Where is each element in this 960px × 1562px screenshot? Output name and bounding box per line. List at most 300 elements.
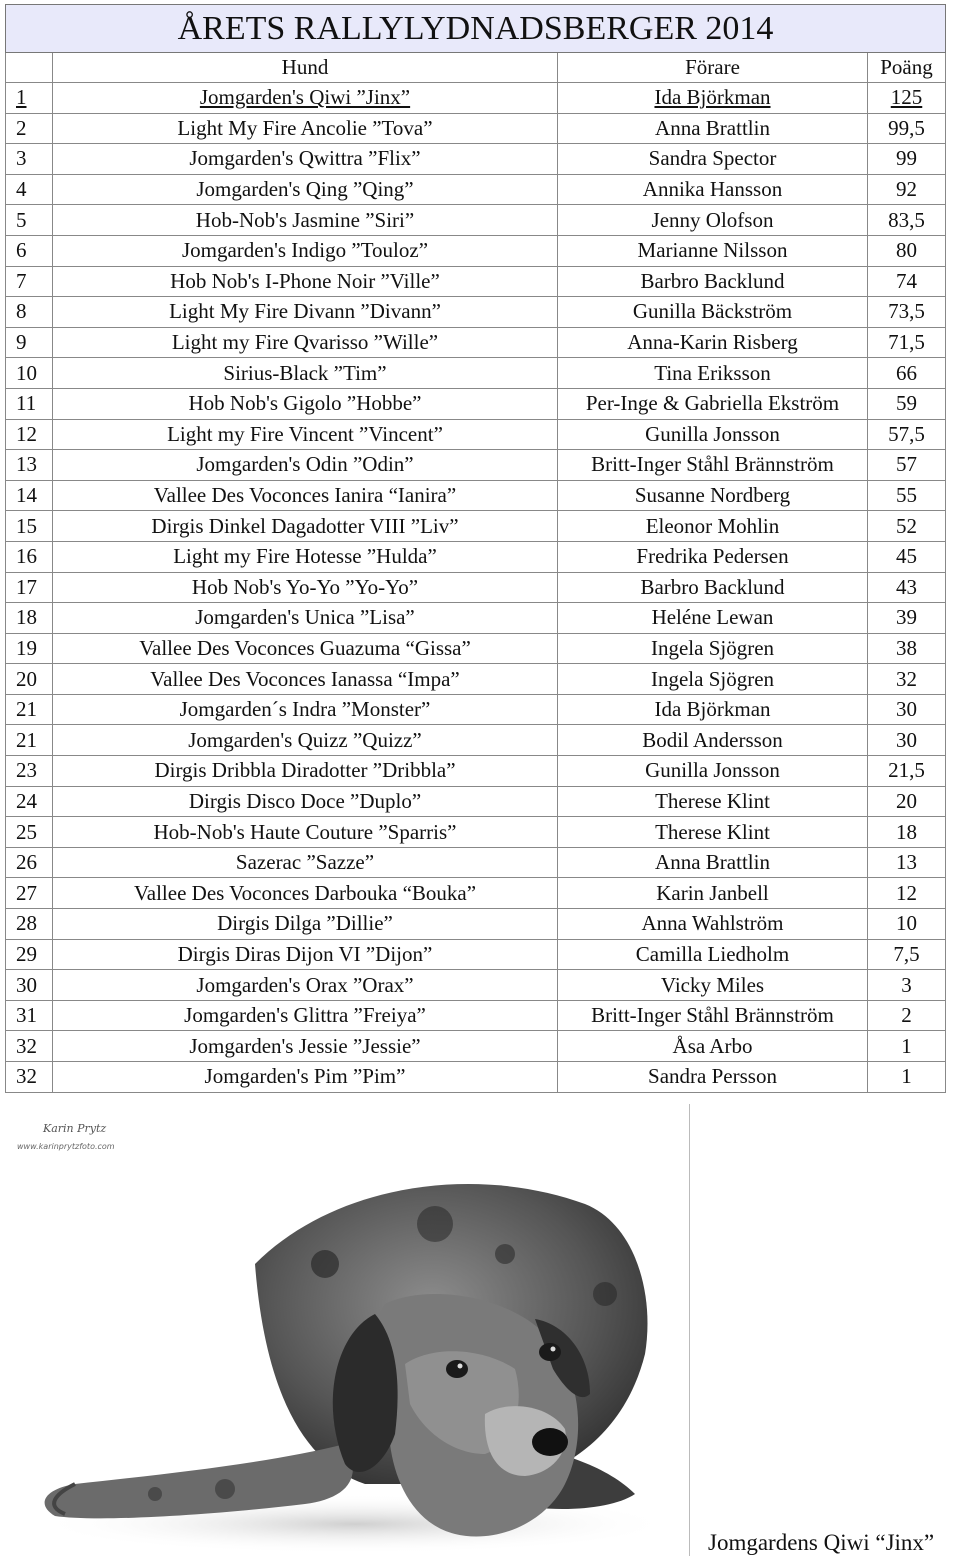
points-cell	[868, 144, 946, 175]
rank-cell	[6, 633, 53, 664]
dog-cell	[53, 725, 558, 756]
rank-cell-text: 19	[16, 635, 37, 660]
points-cell	[868, 541, 946, 572]
table-row	[6, 113, 946, 144]
points-cell-text: 57	[896, 452, 917, 477]
handler-cell-text: Barbro Backlund	[640, 268, 785, 293]
table-row	[6, 909, 946, 940]
rank-cell	[6, 664, 53, 695]
rank-cell	[6, 939, 53, 970]
dog-eye-left	[446, 1360, 468, 1378]
points-cell	[868, 511, 946, 542]
handler-cell	[558, 419, 868, 450]
rank-cell	[6, 358, 53, 389]
dog-cell	[53, 847, 558, 878]
handler-cell	[558, 725, 868, 756]
handler-cell	[558, 388, 868, 419]
table-row	[6, 603, 946, 634]
rank-cell-text: 27	[16, 880, 37, 905]
handler-cell	[558, 603, 868, 634]
points-cell	[868, 939, 946, 970]
points-cell	[868, 756, 946, 787]
points-cell	[868, 480, 946, 511]
table-row	[6, 1000, 946, 1031]
dog-cell-text: Hob-Nob's Jasmine ”Siri”	[195, 207, 415, 232]
dog-cell	[53, 664, 558, 695]
table-row	[6, 174, 946, 205]
table-row	[6, 1031, 946, 1062]
dog-cell-text: Dirgis Disco Doce ”Duplo”	[188, 788, 422, 813]
handler-cell-text: Gunilla Jonsson	[645, 421, 780, 446]
rank-cell-text: 6	[16, 238, 27, 263]
table-row	[6, 419, 946, 450]
handler-cell-text: Anna Brattlin	[655, 850, 770, 875]
handler-cell-text: Bodil Andersson	[642, 727, 783, 752]
dog-cell-text: Dirgis Diras Dijon VI ”Dijon”	[177, 941, 433, 966]
rank-cell	[6, 327, 53, 358]
points-cell-text: 13	[896, 850, 917, 875]
dog-cell-text: Light my Fire Hotesse ”Hulda”	[173, 544, 437, 569]
points-cell-text: 71,5	[888, 330, 925, 355]
dog-cell	[53, 297, 558, 328]
dog-cell	[53, 909, 558, 940]
handler-cell-text: Anna Brattlin	[655, 115, 770, 140]
table-row	[6, 266, 946, 297]
dog-cell-text: Jomgarden's Glittra ”Freiya”	[184, 1003, 426, 1028]
dog-cell-text: Light my Fire Qvarisso ”Wille”	[171, 330, 439, 355]
dog-cell	[53, 970, 558, 1001]
rank-cell	[6, 450, 53, 481]
dog-cell	[53, 480, 558, 511]
rank-cell-text: 9	[16, 330, 27, 355]
handler-cell-text: Ingela Sjögren	[650, 666, 775, 691]
dog-cell	[53, 878, 558, 909]
rank-cell-text: 7	[16, 268, 27, 293]
handler-cell	[558, 756, 868, 787]
rank-cell-text: 3	[16, 146, 27, 171]
rank-cell-text: 10	[16, 360, 37, 385]
handler-cell	[558, 786, 868, 817]
header-forare: Förare	[558, 53, 868, 83]
handler-cell-text: Jenny Olofson	[651, 207, 774, 232]
dog-cell	[53, 1062, 558, 1093]
rank-cell-text: 24	[16, 788, 37, 813]
rank-cell	[6, 909, 53, 940]
handler-cell-text: Gunilla Bäckström	[632, 299, 793, 324]
handler-cell	[558, 450, 868, 481]
handler-cell	[558, 113, 868, 144]
dog-cell-text: Jomgarden's Odin ”Odin”	[196, 452, 414, 477]
points-cell-text: 7,5	[893, 941, 920, 966]
points-cell-text: 1	[901, 1064, 912, 1089]
handler-cell-text: Susanne Nordberg	[634, 483, 791, 508]
handler-cell-text: Marianne Nilsson	[637, 238, 788, 263]
dog-cell-text: Jomgarden's Orax ”Orax”	[196, 972, 414, 997]
handler-cell-text: Karin Janbell	[656, 880, 769, 905]
dog-cell	[53, 144, 558, 175]
dog-cell	[53, 694, 558, 725]
points-cell	[868, 113, 946, 144]
dog-cell-text: Vallee Des Voconces Ianassa “Impa”	[150, 666, 460, 691]
handler-cell	[558, 1031, 868, 1062]
points-cell-text: 57,5	[888, 421, 925, 446]
rank-cell-text: 18	[16, 605, 37, 630]
table-row	[6, 939, 946, 970]
rank-cell-text: 5	[16, 207, 27, 232]
handler-cell	[558, 909, 868, 940]
points-cell-text: 39	[896, 605, 917, 630]
points-cell	[868, 419, 946, 450]
points-cell-text: 99,5	[888, 115, 925, 140]
rank-cell	[6, 174, 53, 205]
dog-cell-text: Dirgis Dribbla Diradotter ”Dribbla”	[154, 758, 456, 783]
table-row	[6, 205, 946, 236]
dog-cell-text: Dirgis Dinkel Dagadotter VIII ”Liv”	[151, 513, 459, 538]
handler-cell	[558, 511, 868, 542]
dog-cell-text: Vallee Des Voconces Darbouka “Bouka”	[133, 880, 477, 905]
points-cell	[868, 817, 946, 848]
points-cell	[868, 205, 946, 236]
watermark-name: Karin Prytz	[43, 1122, 107, 1135]
handler-cell	[558, 572, 868, 603]
rank-cell-text: 21	[16, 697, 37, 722]
points-cell	[868, 358, 946, 389]
points-cell	[868, 664, 946, 695]
handler-cell	[558, 694, 868, 725]
handler-cell	[558, 541, 868, 572]
points-cell	[868, 235, 946, 266]
rank-cell	[6, 144, 53, 175]
rank-cell-text: 25	[16, 819, 37, 844]
table-row	[6, 725, 946, 756]
handler-cell-text: Tina Eriksson	[654, 360, 771, 385]
dog-cell-text: Jomgarden's Indigo ”Touloz”	[181, 238, 429, 263]
points-cell-text: 30	[896, 697, 917, 722]
rank-cell	[6, 817, 53, 848]
table-row	[6, 756, 946, 787]
points-cell	[868, 725, 946, 756]
dog-cell	[53, 603, 558, 634]
table-row	[6, 694, 946, 725]
dog-cell-text: Jomgarden´s Indra ”Monster”	[179, 697, 431, 722]
points-cell	[868, 83, 946, 114]
points-cell	[868, 266, 946, 297]
dog-eye-right	[539, 1343, 561, 1361]
table-row	[6, 970, 946, 1001]
table-row	[6, 541, 946, 572]
dog-cell	[53, 327, 558, 358]
handler-cell-text: Sandra Persson	[648, 1064, 777, 1089]
points-cell	[868, 694, 946, 725]
rank-cell	[6, 725, 53, 756]
dog-cell-text: Hob-Nob's Haute Couture ”Sparris”	[153, 819, 457, 844]
rank-cell-text: 13	[16, 452, 37, 477]
handler-cell-text: Therese Klint	[655, 788, 770, 813]
handler-cell-text: Britt-Inger Ståhl Brännström	[591, 452, 834, 477]
dog-cell-text: Jomgarden's Quizz ”Quizz”	[188, 727, 422, 752]
table-row	[6, 847, 946, 878]
handler-cell	[558, 1062, 868, 1093]
handler-cell-text: Fredrika Pedersen	[636, 544, 789, 569]
points-cell	[868, 786, 946, 817]
dog-cell-text: Vallee Des Voconces Guazuma “Gissa”	[139, 635, 471, 660]
rank-cell	[6, 1000, 53, 1031]
handler-cell	[558, 633, 868, 664]
handler-cell-text: Britt-Inger Ståhl Brännström	[591, 1003, 834, 1028]
table-row	[6, 1062, 946, 1093]
dog-cell	[53, 358, 558, 389]
dog-cell	[53, 450, 558, 481]
points-cell-text: 21,5	[888, 758, 925, 783]
handler-cell-text: Ingela Sjögren	[650, 635, 775, 660]
table-row	[6, 450, 946, 481]
rank-cell	[6, 419, 53, 450]
dog-cell	[53, 174, 558, 205]
header-poang: Poäng	[868, 53, 946, 83]
dog-nose	[532, 1428, 568, 1456]
table-row	[6, 297, 946, 328]
rank-cell	[6, 572, 53, 603]
handler-cell-text: Therese Klint	[655, 819, 770, 844]
photo-area	[5, 1104, 690, 1556]
points-cell	[868, 388, 946, 419]
points-cell-text: 10	[896, 911, 917, 936]
table-row	[6, 235, 946, 266]
rank-cell	[6, 235, 53, 266]
handler-cell	[558, 205, 868, 236]
points-cell-text: 20	[896, 788, 917, 813]
rank-cell-text: 14	[16, 483, 37, 508]
dog-cell	[53, 756, 558, 787]
rank-cell-text: 32	[16, 1033, 37, 1058]
dog-cell-text: Jomgarden's Qwittra ”Flix”	[189, 146, 421, 171]
rank-cell-text: 16	[16, 544, 37, 569]
points-cell-text: 73,5	[888, 299, 925, 324]
dog-cell	[53, 1031, 558, 1062]
dog-cell-text: Light My Fire Ancolie ”Tova”	[177, 115, 433, 140]
page-title: ÅRETS RALLYLYDNADSBERGER 2014	[6, 5, 946, 53]
dog-cell-text: Sazerac ”Sazze”	[235, 850, 375, 875]
rank-cell-text: 2	[16, 115, 27, 140]
dog-cell-text: Jomgarden's Qing ”Qing”	[196, 177, 414, 202]
dog-cell	[53, 786, 558, 817]
points-cell-text: 32	[896, 666, 917, 691]
dog-cell	[53, 1000, 558, 1031]
points-cell-text: 3	[901, 972, 912, 997]
handler-cell-text: Vicky Miles	[660, 972, 765, 997]
dog-cell	[53, 633, 558, 664]
dog-cell-text: Light My Fire Divann ”Divann”	[169, 299, 441, 324]
rank-cell-text: 1	[16, 85, 27, 110]
points-cell-text: 83,5	[888, 207, 925, 232]
points-cell-text: 99	[896, 146, 917, 171]
dog-cell-text: Vallee Des Voconces Ianira “Ianira”	[153, 483, 457, 508]
handler-cell-text: Heléne Lewan	[651, 605, 774, 630]
handler-cell	[558, 174, 868, 205]
rank-cell	[6, 266, 53, 297]
rank-cell	[6, 847, 53, 878]
dog-cell	[53, 419, 558, 450]
dog-cell-text: Hob Nob's Yo-Yo ”Yo-Yo”	[191, 574, 419, 599]
handler-cell-text: Per-Inge & Gabriella Ekström	[585, 391, 840, 416]
rank-cell-text: 17	[16, 574, 37, 599]
points-cell-text: 59	[896, 391, 917, 416]
points-cell-text: 38	[896, 635, 917, 660]
points-cell-text: 92	[896, 177, 917, 202]
rank-cell	[6, 511, 53, 542]
dog-cell	[53, 83, 558, 114]
photo-caption: Jomgardens Qiwi “Jinx”	[708, 1530, 935, 1555]
points-cell-text: 125	[890, 85, 923, 110]
points-cell	[868, 878, 946, 909]
table-row	[6, 358, 946, 389]
points-cell-text: 66	[896, 360, 917, 385]
handler-cell-text: Anna-Karin Risberg	[627, 330, 798, 355]
dog-cell	[53, 511, 558, 542]
dog-cell-text: Jomgarden's Pim ”Pim”	[204, 1064, 406, 1089]
table-row	[6, 878, 946, 909]
points-cell	[868, 297, 946, 328]
rank-cell	[6, 756, 53, 787]
points-cell-text: 45	[896, 544, 917, 569]
rank-cell	[6, 878, 53, 909]
points-cell	[868, 174, 946, 205]
handler-cell	[558, 235, 868, 266]
handler-cell-text: Barbro Backlund	[640, 574, 785, 599]
points-cell-text: 43	[896, 574, 917, 599]
rank-cell-text: 12	[16, 421, 37, 446]
dog-cell-text: Sirius-Black ”Tim”	[223, 360, 387, 385]
points-cell	[868, 1062, 946, 1093]
rank-cell	[6, 694, 53, 725]
table-row	[6, 480, 946, 511]
handler-cell	[558, 817, 868, 848]
rank-cell-text: 15	[16, 513, 37, 538]
rank-cell-text: 32	[16, 1064, 37, 1089]
table-row	[6, 144, 946, 175]
table-row	[6, 786, 946, 817]
rank-cell	[6, 541, 53, 572]
points-cell-text: 12	[896, 880, 917, 905]
rank-cell	[6, 1031, 53, 1062]
dog-cell-text: Light my Fire Vincent ”Vincent”	[167, 421, 443, 446]
rank-cell-text: 29	[16, 941, 37, 966]
points-cell	[868, 1000, 946, 1031]
rank-cell-text: 31	[16, 1003, 37, 1028]
rank-cell-text: 4	[16, 177, 27, 202]
points-cell-text: 2	[901, 1003, 912, 1028]
rank-cell-text: 30	[16, 972, 37, 997]
table-row	[6, 83, 946, 114]
handler-cell	[558, 297, 868, 328]
handler-cell	[558, 878, 868, 909]
rank-cell	[6, 113, 53, 144]
dog-cell	[53, 939, 558, 970]
header-hund: Hund	[53, 53, 558, 83]
handler-cell	[558, 970, 868, 1001]
points-cell-text: 74	[896, 268, 917, 293]
table-row	[6, 664, 946, 695]
handler-cell	[558, 480, 868, 511]
table-row	[6, 388, 946, 419]
dog-cell-text: Hob Nob's Gigolo ”Hobbe”	[188, 391, 422, 416]
handler-cell	[558, 327, 868, 358]
points-cell	[868, 970, 946, 1001]
points-cell	[868, 633, 946, 664]
handler-cell-text: Åsa Arbo	[672, 1033, 753, 1058]
rank-cell	[6, 205, 53, 236]
table-row	[6, 633, 946, 664]
handler-cell-text: Gunilla Jonsson	[645, 758, 780, 783]
handler-cell	[558, 664, 868, 695]
points-cell	[868, 909, 946, 940]
rank-cell	[6, 603, 53, 634]
handler-cell	[558, 144, 868, 175]
rank-cell	[6, 297, 53, 328]
handler-cell-text: Eleonor Mohlin	[645, 513, 780, 538]
points-cell-text: 30	[896, 727, 917, 752]
dog-cell-text: Dirgis Dilga ”Dillie”	[217, 911, 393, 936]
dog-photo	[5, 1144, 689, 1556]
points-cell	[868, 572, 946, 603]
dog-cell	[53, 388, 558, 419]
table-row	[6, 572, 946, 603]
dog-cell	[53, 113, 558, 144]
header-rank-blank	[6, 53, 53, 83]
rank-cell	[6, 480, 53, 511]
results-sheet	[5, 4, 945, 1093]
handler-cell	[558, 847, 868, 878]
header-row	[6, 53, 946, 83]
dog-cell	[53, 235, 558, 266]
rank-cell	[6, 388, 53, 419]
dog-cell	[53, 205, 558, 236]
results-table	[5, 4, 946, 1093]
points-cell-text: 18	[896, 819, 917, 844]
rank-cell-text: 11	[16, 391, 37, 416]
dog-cell	[53, 817, 558, 848]
dog-cell	[53, 266, 558, 297]
points-cell	[868, 847, 946, 878]
dog-cell-text: Jomgarden's Jessie ”Jessie”	[189, 1033, 421, 1058]
handler-cell-text: Camilla Liedholm	[635, 941, 790, 966]
handler-cell-text: Ida Björkman	[654, 697, 771, 722]
dog-cell	[53, 541, 558, 572]
handler-cell-text: Ida Björkman	[654, 85, 771, 110]
points-cell	[868, 1031, 946, 1062]
handler-cell	[558, 1000, 868, 1031]
table-row	[6, 511, 946, 542]
rank-cell	[6, 83, 53, 114]
handler-cell-text: Annika Hansson	[642, 177, 783, 202]
points-cell	[868, 327, 946, 358]
rank-cell-text: 8	[16, 299, 27, 324]
handler-cell-text: Sandra Spector	[648, 146, 777, 171]
points-cell	[868, 603, 946, 634]
rank-cell	[6, 1062, 53, 1093]
points-cell-text: 55	[896, 483, 917, 508]
title-row	[6, 5, 946, 53]
dog-cell-text: Hob Nob's I-Phone Noir ”Ville”	[170, 268, 440, 293]
rank-cell-text: 26	[16, 850, 37, 875]
points-cell-text: 1	[901, 1033, 912, 1058]
dog-cell-text: Jomgarden's Qiwi ”Jinx”	[199, 85, 411, 110]
rank-cell-text: 23	[16, 758, 37, 783]
handler-cell	[558, 83, 868, 114]
handler-cell	[558, 358, 868, 389]
handler-cell-text: Anna Wahlström	[641, 911, 784, 936]
dog-cell-text: Jomgarden's Unica ”Lisa”	[195, 605, 415, 630]
